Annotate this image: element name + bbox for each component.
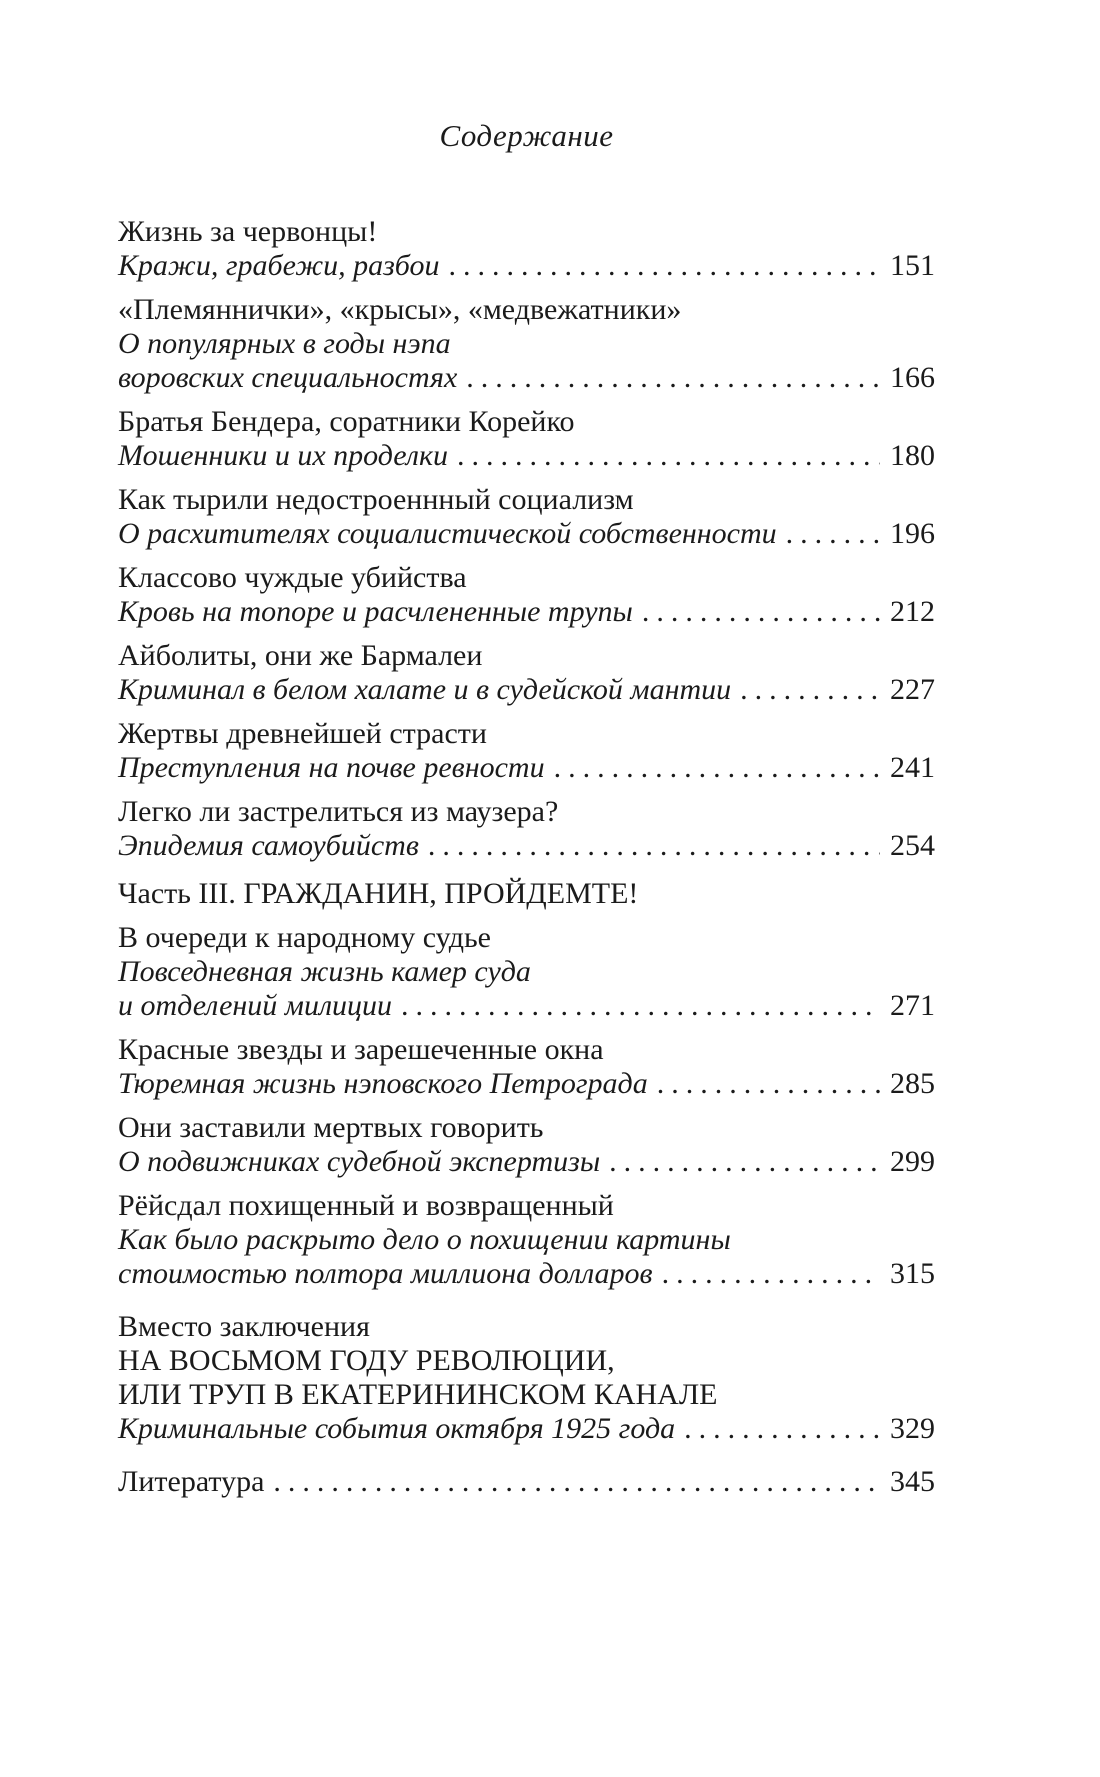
toc-title-text: Красные звезды и зарешеченные окна <box>118 1033 604 1066</box>
toc-line <box>118 561 935 595</box>
toc-subtitle-text: Мошенники и их проделки <box>118 439 448 472</box>
toc-line <box>118 293 935 327</box>
dot-leader <box>609 1145 880 1179</box>
page-number: 227 <box>890 673 935 706</box>
toc-list <box>118 215 935 1499</box>
toc-line <box>118 1378 935 1412</box>
toc-title-text: Литература <box>118 1465 265 1498</box>
toc-line <box>118 1067 935 1101</box>
toc-entry <box>118 561 935 629</box>
toc-line <box>118 955 935 989</box>
toc-line <box>118 639 935 673</box>
toc-line <box>118 751 935 785</box>
dot-leader <box>273 1465 880 1499</box>
dot-leader <box>786 517 880 551</box>
toc-title-text: Жертвы древнейшей страсти <box>118 717 487 750</box>
toc-entry <box>118 1111 935 1179</box>
toc-entry <box>118 1465 935 1499</box>
toc-title-text: Легко ли застрелиться из маузера? <box>118 795 559 828</box>
page-number: 254 <box>890 829 935 862</box>
page-number: 329 <box>890 1412 935 1445</box>
toc-line <box>118 1412 935 1446</box>
toc-line <box>118 921 935 955</box>
toc-line <box>118 517 935 551</box>
dot-leader <box>740 673 880 707</box>
toc-line <box>118 717 935 751</box>
page-number: 151 <box>890 249 935 282</box>
page-number: 315 <box>890 1257 935 1290</box>
toc-entry <box>118 293 935 395</box>
page-number: 299 <box>890 1145 935 1178</box>
toc-line <box>118 1310 935 1344</box>
toc-line <box>118 877 935 911</box>
dot-leader <box>554 751 880 785</box>
dot-leader <box>457 439 880 473</box>
toc-subtitle-text: Тюремная жизнь нэповского Петрограда <box>118 1067 648 1100</box>
toc-subtitle-text: Преступления на почве ревности <box>118 751 545 784</box>
toc-title-text: Айболиты, они же Бармалеи <box>118 639 483 672</box>
toc-entry <box>118 483 935 551</box>
toc-line <box>118 1189 935 1223</box>
toc-line <box>118 829 935 863</box>
page-number: 271 <box>890 989 935 1022</box>
toc-title-text: Классово чуждые убийства <box>118 561 467 594</box>
toc-title-text: Жизнь за червонцы! <box>118 215 378 248</box>
dot-leader <box>449 249 881 283</box>
dot-leader <box>684 1412 880 1446</box>
toc-line <box>118 595 935 629</box>
toc-subtitle-text: Кровь на топоре и расчлененные трупы <box>118 595 633 628</box>
dot-leader <box>657 1067 880 1101</box>
toc-title-text: Вместо заключения <box>118 1310 370 1343</box>
toc-entry <box>118 795 935 863</box>
toc-title-text: Рёйсдал похищенный и возвращенный <box>118 1189 614 1222</box>
toc-entry <box>118 405 935 473</box>
page-number: 166 <box>890 361 935 394</box>
toc-subtitle-text: О популярных в годы нэпа <box>118 327 451 360</box>
dot-leader <box>466 361 880 395</box>
toc-entry <box>118 215 935 283</box>
toc-subtitle-text: Кражи, грабежи, разбои <box>118 249 440 282</box>
toc-line <box>118 483 935 517</box>
toc-line <box>118 1344 935 1378</box>
toc-line <box>118 1257 935 1291</box>
toc-entry <box>118 1310 935 1446</box>
toc-line <box>118 215 935 249</box>
dot-leader <box>401 989 880 1023</box>
toc-line <box>118 989 935 1023</box>
page-number: 196 <box>890 517 935 550</box>
toc-subtitle-text: О расхитителях социалистической собственности <box>118 517 777 550</box>
page-number: 241 <box>890 751 935 784</box>
toc-subtitle-text: Как было раскрыто дело о похищении картины <box>118 1223 731 1256</box>
toc-subtitle-text: Криминальные события октября 1925 года <box>118 1412 676 1445</box>
toc-subtitle-text: Эпидемия самоубийств <box>118 829 419 862</box>
toc-line <box>118 673 935 707</box>
toc-subtitle-text: воровских специальностях <box>118 361 458 394</box>
toc-title-text: Как тырили недостроеннный социализм <box>118 483 634 516</box>
toc-line <box>118 1111 935 1145</box>
toc-entry <box>118 1189 935 1291</box>
toc-line <box>118 405 935 439</box>
toc-title-text: В очереди к народному судье <box>118 921 491 954</box>
toc-line <box>118 361 935 395</box>
toc-title-text: Братья Бендера, соратники Корейко <box>118 405 575 438</box>
toc-subtitle-text: Криминал в белом халате и в судейской мантии <box>118 673 732 706</box>
page-number: 180 <box>890 439 935 472</box>
dot-leader <box>662 1257 880 1291</box>
toc-entry <box>118 639 935 707</box>
toc-part-header <box>118 877 935 911</box>
page-number: 285 <box>890 1067 935 1100</box>
toc-title-text: Они заставили мертвых говорить <box>118 1111 544 1144</box>
toc-line <box>118 795 935 829</box>
toc-subtitle-text: и отделений милиции <box>118 989 393 1022</box>
toc-entry <box>118 1033 935 1101</box>
page-title: Содержание <box>439 118 614 153</box>
toc-line <box>118 1145 935 1179</box>
toc-title-text: ИЛИ ТРУП В ЕКАТЕРИНИНСКОМ КАНАЛЕ <box>118 1378 718 1411</box>
toc-title-text: «Племяннички», «крысы», «медвежатники» <box>118 293 682 326</box>
toc-entry <box>118 717 935 785</box>
toc-entry <box>118 921 935 1023</box>
toc-subtitle-text: О подвижниках судебной экспертизы <box>118 1145 601 1178</box>
toc-title-text: НА ВОСЬМОМ ГОДУ РЕВОЛЮЦИИ, <box>118 1344 615 1377</box>
toc-line <box>118 1033 935 1067</box>
toc-line <box>118 1223 935 1257</box>
page-number: 212 <box>890 595 935 628</box>
toc-line <box>118 1465 935 1499</box>
toc-line <box>118 249 935 283</box>
dot-leader <box>428 829 880 863</box>
toc-line <box>118 327 935 361</box>
page-number: 345 <box>890 1465 935 1498</box>
toc-line <box>118 439 935 473</box>
dot-leader <box>642 595 880 629</box>
toc-subtitle-text: стоимостью полтора миллиона долларов <box>118 1257 653 1290</box>
toc-subtitle-text: Повседневная жизнь камер суда <box>118 955 531 988</box>
toc-title-text: Часть III. ГРАЖДАНИН, ПРОЙДЕМТЕ! <box>118 877 639 910</box>
